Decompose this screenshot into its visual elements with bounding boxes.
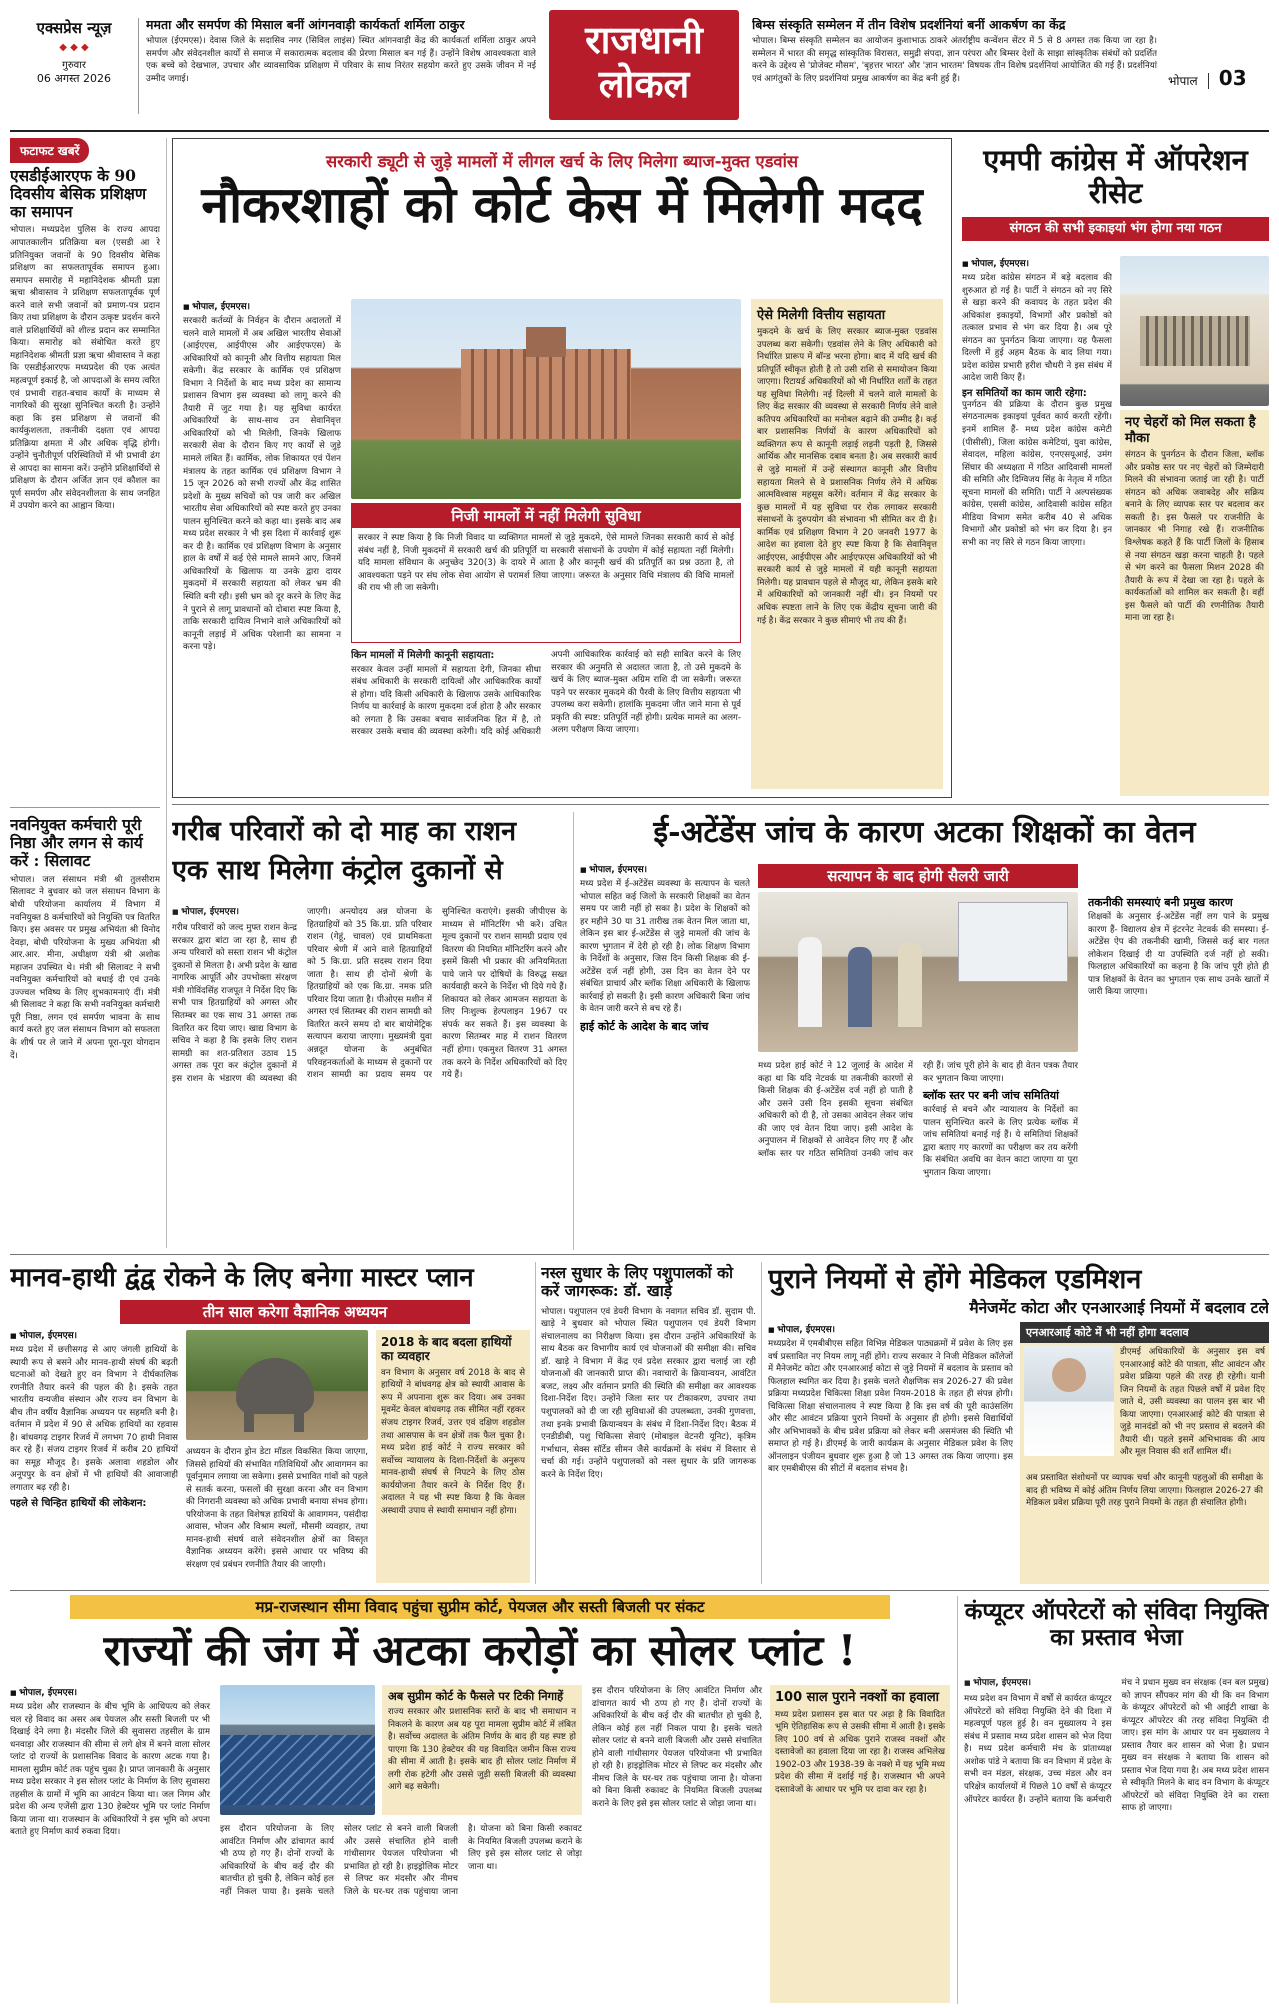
lead-byline: ■ भोपाल, ईएमएस। — [183, 299, 341, 312]
lead-kicker: सरकारी ड्यूटी से जुड़े मामलों में लीगल खर्च के लिए मिलेगा ब्याज-मुक्त एडवांस — [325, 152, 799, 171]
medical-left-col — [768, 1322, 1013, 1584]
computer-headline: कंप्यूटर ऑपरेटरों को संविदा नियुक्ति का प्रस्ताव भेजा — [964, 1598, 1269, 1652]
supreme-court-box — [382, 1685, 582, 1815]
elephant-left-col — [10, 1328, 178, 1583]
old-maps-col — [592, 1685, 950, 2003]
computer-body-cols — [964, 1677, 1269, 2003]
top-left-body: भोपाल (ईएमएस)। देवास जिले के सदासिव नगर (सिविल लाइंस) स्थित आंगनवाड़ी केंद्र की कार्यकर्ता शर्मिला ठाकुर अपने समर्पण और संवेदनशील कार्यों से समाज में सकारात्मक बदलाव की प्रेरणा मिसाल बन गई हैं। उन्होंने विशेष आवश्यकता वाले एक बच्चे को देखभाल, उपचार और व्यावसायिक प्रशिक्षण में परिवार के साथ निरंतर सहयोग करते हुए उसके जीवन में नई उम्मीद जगाई। — [146, 36, 536, 85]
ration-headline-1: गरीब परिवारों को दो माह का राशन — [172, 816, 517, 847]
top-left-headline: ममता और समर्पण की मिसाल बनीं आंगनवाड़ी कार्यकर्ता शर्मिला ठाकुर — [146, 18, 465, 32]
teacher-hc-body: मध्य प्रदेश हाई कोर्ट ने 12 जुलाई के आदेश में कहा था कि यदि नेटवर्क या तकनीकी कारणों से किसी शिक्षक की ई-अटेंडेंस दर्ज नहीं हो पाती है और उसने उसी दिन इसकी सूचना संबंधित अधिकारी को दी है, तो उसका आवेदन लेकर जांच की जाए एवं वेतन दिया जाए। इसी आदेश के अनुपालन में शिक्षकों से आवेदन लिए गए हैं और ब्लॉक स्तर पर गठित समितियां उनकी जांच कर रही हैं। जांच पूरी होने के बाद ही वेतन पत्रक तैयार कर भुगतान किया जाएगा। — [758, 1061, 1078, 1159]
top-right-headline: बिम्स संस्कृति सम्मेलन में तीन विशेष प्रदर्शनियां बनीं आकर्षण का केंद्र — [752, 18, 1066, 32]
congress-headline: एमपी कांग्रेस में ऑपरेशन रीसेट — [983, 143, 1248, 211]
brand-name: एक्सप्रेस न्यूज़ — [36, 19, 112, 37]
fatafat-headline-2: नवनियुक्त कर्मचारी पूरी निष्ठा और लगन से कार्य करें : सिलावट — [10, 815, 143, 871]
fatafat-column — [10, 138, 160, 1248]
congress-body: मध्य प्रदेश कांग्रेस संगठन में बड़े बदलाव की शुरुआत हो गई है। पार्टी ने संगठन को नए सिरे से खड़ा करने की कवायद के तहत प्रदेश की अधिकांश इकाइयों, विभागों और प्रकोष्ठों को तत्काल प्रभाव से भंग कर दिया है। अब पूरे संगठन का पुनर्गठन किया जाएगा। यह फैसला दिल्ली में हुई अहम बैठक के बाद लिया गया। प्रदेश कांग्रेस प्रभारी हरीश चौधरी ने इस संबंध में आदेश जारी किए हैं। — [962, 273, 1112, 384]
solar-byline: ■ भोपाल, ईएमएस। — [10, 1685, 210, 1698]
solar-left-col — [10, 1685, 210, 2003]
elephant-box — [376, 1330, 530, 1583]
elephant-byline: ■ भोपाल, ईएमएस। — [10, 1328, 178, 1341]
teacher-right-col — [1088, 892, 1269, 1247]
teacher-intro — [580, 862, 750, 1247]
solar-body: मध्य प्रदेश और राजस्थान के बीच भूमि के आधिपत्य को लेकर चल रहे विवाद का असर अब पेयजल और सस्ती बिजली पर भी दिखाई देने लगा है। मंदसौर जिले की सुवासरा तहसील के ग्राम धनवाड़ा और राजस्थान की सीमा से लगे क्षेत्र में बनने वाला सोलर प्लांट दो राज्यों के प्रशासनिक विवाद के कारण अटक गया है। मामला सुप्रीम कोर्ट तक पहुंच चुका है। प्राप्त जानकारी के अनुसार मध्य प्रदेश सरकार ने इस सोलर प्लांट के निर्माण के लिए सुवासरा तहसील के ग्रामों में भूमि का आवंटन किया था। जल निगम और प्रदेश की अन्य एजेंसी द्वारा 130 हेक्टेयर भूमि पर प्लांट निर्माण किया जाना था। राजस्थान के अधिकारियों ने इस भूमि को अपना बताते हुए निर्माण कार्य रुकवा दिया। — [10, 1702, 210, 1838]
teacher-sub-1: हाई कोर्ट के आदेश के बाद जांच — [580, 1020, 709, 1034]
medical-body: मध्यप्रदेश में एमबीबीएस सहित विभिन्न मेडिकल पाठ्यक्रमों में प्रवेश के लिए इस वर्ष प्रस्तावित नए नियम लागू नहीं होंगे। राज्य सरकार ने निजी मेडिकल कॉलेजों में मैनेजमेंट कोटा और एनआरआई कोटा से जुड़े नियमों में बदलाव के प्रस्ताव को फिलहाल स्थगित कर दिया है। इसके चलते शैक्षणिक सत्र 2026-27 की प्रवेश प्रक्रिया मध्यप्रदेश चिकित्सा शिक्षा प्रवेश नियम-2018 के तहत ही संपन्न होगी। चिकित्सा शिक्षा संचालनालय ने स्पष्ट किया है कि इस वर्ष की पूरी काउंसलिंग और सीट आवंटन प्रक्रिया पुराने नियमों के अनुसार ही होगी। इससे विद्यार्थियों और अभिभावकों के बीच प्रवेश प्रक्रिया को लेकर बनी असमंजस की स्थिति भी समाप्त हो गई है। डीएमई के जारी कार्यक्रम के अनुसार मेडिकल प्रवेश के लिए ऑनलाइन पंजीयन बुधवार शुरू हुआ है जो 13 अगस्त तक किया जाएगा। इस बार एमबीबीएस की सीटों में बदलाव संभव है। — [768, 1339, 1013, 1475]
old-maps-body: मध्य प्रदेश प्रशासन इस बात पर अड़ा है कि विवादित भूमि ऐतिहासिक रूप से उसकी सीमा में आती है। इसके लिए 100 वर्ष से अधिक पुराने राजस्व नक्शों और दस्तावेजों का हवाला दिया जा रहा है। राजस्व अभिलेख 1902-03 और 1938-39 के नक्शे में यह भूमि मध्य प्रदेश की सीमा में दर्शाई गई है। राजस्थान भी अपने दस्तावेजों के आधार पर भूमि पर दावा कर रहा है। — [775, 1709, 945, 1795]
solar-mid-cols — [220, 1823, 582, 2003]
solar-headline: राज्यों की जंग में अटका करोड़ों का सोलर प्लांट ! — [103, 1626, 857, 1675]
teacher-body: मध्य प्रदेश में ई-अटेंडेंस व्यवस्था के सत्यापन के चलते भोपाल सहित कई जिलों के सरकारी शिक्षकों का वेतन समय पर जारी नहीं हो सका है। प्रदेश के शिक्षकों को हर महीने 30 या 31 तारीख तक वेतन मिल जाता था, लेकिन इस बार ई-अटेंडेंस से जुड़े मामलों की जांच के कारण भुगतान में देरी हो रही है। लोक शिक्षण विभाग के निर्देशों के अनुसार, जिस दिन किसी शिक्षक की ई-अटेंडेंस दर्ज नहीं होगी, उस दिन का वेतन देने पर संबंधित प्राचार्य और ब्लॉक शिक्षा अधिकारी के खिलाफ कार्रवाई हो सकती है। इसी कारण अधिकारी बिना जांच के वेतन जारी करने से बच रहे हैं। — [580, 879, 750, 1015]
congress-sub: इन समितियों का काम जारी रहेगा: — [962, 387, 1087, 399]
teacher-headline: ई-अटेंडेंस जांच के कारण अटका शिक्षकों का वेतन — [653, 815, 1196, 850]
teacher-band: सत्यापन के बाद होगी सैलरी जारी — [758, 864, 1078, 888]
elephant-box-title: 2018 के बाद बदला हाथियों का व्यवहार — [381, 1335, 512, 1364]
doctor-photo — [1024, 1346, 1114, 1456]
fatafat-label: फटाफट खबरें — [10, 138, 89, 163]
teacher-sub-3: तकनीकी समस्याएं बनी प्रमुख कारण — [1088, 896, 1233, 909]
solar-kicker: मप्र-राजस्थान सीमा विवाद पहुंचा सुप्रीम कोर्ट, पेयजल और सस्ती बिजली पर संकट — [70, 1595, 890, 1619]
lead-headline: नौकरशाहों को कोर्ट केस में मिलेगी मदद — [201, 175, 923, 234]
elephant-body-2: अध्ययन के दौरान ड्रोन डेटा मॉडल विकसित किया जाएगा, जिससे हाथियों की संभावित गतिविधियों और आवागमन का पूर्वानुमान लगाया जा सकेगा। इससे प्रभावित गांवों को पहले से सतर्क करना, फसलों की सुरक्षा करना और वन विभाग की निगरानी व्यवस्था को अधिक प्रभावी बनाया संभव होगा। परियोजना के तहत विशेषज्ञ हाथियों के आवागमन, पसंदीदा आवास, भोजन और विश्राम स्थलों, मौसमी व्यवहार, तथा मानव-हाथी संघर्ष वाले संवेदनशील क्षेत्रों का विस्तृत वैज्ञानिक अध्ययन करेंगे। इससे आधार पर भविष्य की संरक्षण एवं प्रबंधन रणनीति तैयार की जाएगी। — [186, 1447, 368, 1570]
brand-ornament: ◆ ◆ ◆ — [59, 42, 89, 53]
top-left-story — [146, 18, 536, 122]
congress-building-photo — [1120, 256, 1269, 406]
congress-byline: ■ भोपाल, ईएमएस। — [962, 256, 1112, 269]
teacher-byline: ■ भोपाल, ईएमएस। — [580, 862, 750, 875]
elephant-sub: पहले से चिन्हित हाथियों की लोकेशन: — [10, 1497, 147, 1509]
lead-story — [172, 138, 952, 798]
congress-caption — [1120, 410, 1269, 796]
ration-body-cols — [172, 906, 567, 1246]
lead-legal-body: सरकार केवल उन्हीं मामलों में सहायता देगी, जिनका सीधा संबंध अधिकारी के सरकारी दायित्वों और आधिकारिक कार्यों से होगा। यदि किसी अधिकारी के खिलाफ उसके आधिकारिक निर्णय या कार्रवाई के कारण मुकदमा दर्ज होता है और सरकार को लगता है कि उसका बचाव सार्वजनिक हित में है, तो सरकार उसके बचाव की व्यवस्था करेगी। यदि कोई अधिकारी अपनी आधिकारिक कार्रवाई को सही साबित करने के लिए सरकार की अनुमति से अदालत जाता है, तो उसे मुकदमे के खर्च के लिए ब्याज-मुक्त अग्रिम राशि दी जा सकेगी। जरूरत पड़ने पर सरकार मुकदमे की पैरवी के लिए वित्तीय सहायता भी उपलब्ध करा सकेगी। हालांकि मुकदमा जीत जाने माना से पूर्व प्रकृति की स्पष्ट: प्रतिपूर्ति नहीं होगी। प्रत्येक मामले का अलग-अलग परीक्षण किया जाएगा। — [351, 650, 741, 738]
medical-byline: ■ भोपाल, ईएमएस। — [768, 1322, 1013, 1335]
fatafat-headline-1: एसडीईआरएफ के 90 दिवसीय बेसिक प्रशिक्षण का समापन — [10, 166, 147, 221]
old-maps-title: 100 साल पुराने नक्शों का हवाला — [775, 1690, 940, 1705]
elephant-band: तीन साल करेगा वैज्ञानिक अध्ययन — [120, 1300, 470, 1324]
elephant-story — [10, 1260, 530, 1585]
lead-lower-cols — [351, 649, 741, 789]
ration-story — [172, 810, 567, 1250]
animal-body: भोपाल। पशुपालन एवं डेयरी विभाग के नवागत सचिव डॉ. सुदाम पी. खाड़े ने बुधवार को भोपाल स्थित पशुपालन एवं डेयरी विभाग संचालनालय का निरीक्षण किया। इस दौरान उन्होंने अधिकारियों के साथ बैठक कर विभागीय कार्य एवं योजनाओं की समीक्षा की। सचिव डॉ. खाड़े ने विभाग में केंद्र एवं प्रदेश सरकार द्वारा चलाई जा रही योजनाओं की जानकारी प्राप्त की। नवाचारों के क्रियान्वयन, आवंटित बजट, लक्ष्य और वर्तमान प्रगति की स्थिति की समीक्षा कर आवश्यक दिशा-निर्देश दिए। उन्होंने जिला स्तर पर टीकाकरण, उपचार तथा पशुपालकों को दी जा रही सुविधाओं की उपलब्धता, उनकी गुणवत्ता, तथा इनके प्रभावी क्रियान्वयन के संबंध में दिशा-निर्देश दिए। बैठक में एनडीडीबी, पशु चिकित्सा सेवाएं (मोबाइल वेटनरी यूनिट), कृत्रिम गर्भाधान, सेक्स सॉर्टेड सीमन जैसे कार्यक्रमों के संबंध में विस्तार से चर्चा की गई। उन्होंने पशुपालकों को नस्ल सुधार के प्रति जागरूक करने के निर्देश दिए। — [541, 1306, 756, 1480]
fatafat-body-2: भोपाल। जल संसाधन मंत्री श्री तुलसीराम सिलावट ने बुधवार को जल संसाधन विभाग के बोधी परियोजना कार्यालय में विभाग में नवनियुक्त 8 कर्मचारियों को नियुक्ति पत्र वितरित किए। इस अवसर पर प्रमुख अभियंता श्री विनोद देवड़ा, बोधी परियोजना के मुख्य अभियंता श्री आर.आर. मीना, अधीक्षण यंत्री श्री अशोक महाजन उपस्थित थे। मंत्री श्री सिलावट ने सभी नवनियुक्त कर्मचारियों को बधाई दी एवं उनके उज्ज्वल भविष्य के लिए शुभकामनाएं दीं। मंत्री श्री सिलावट ने कहा कि सभी नवनियुक्त कर्मचारी पूरी निष्ठा, लगन एवं समर्पण भावना के साथ कार्य करते हुए जल संसाधन विभाग को सफलता के शीर्ष पर ले जाने में अपना पूरा-पूरा योगदान दें। — [10, 874, 160, 1061]
section-logo-line2: लोकल — [598, 60, 690, 106]
elephant-mid-col — [186, 1446, 368, 1583]
congress-story — [962, 138, 1269, 798]
brand-block — [14, 18, 134, 108]
solar-right-text: इस दौरान परियोजना के लिए आवंटित निर्माण और ढांचागत कार्य भी ठप्प हो गए हैं। दोनों राज्यों के अधिकारियों के बीच कई दौर की बातचीत हो चुकी है, लेकिन कोई हल नहीं निकल पाया है। इसके चलते सोलर प्लांट से बनने वाली बिजली और उससे संचालित होने वाली गांधीसागर पेयजल परियोजना भी प्रभावित हो रही है। हाइड्रोलिक मोटर से लिफ्ट कर मंदसौर और नीमच जिले के घर-घर तक पहुंचाया जाना है। योजना को बिना किसी रुकावट के नियमित बिजली उपलब्ध कराने के लिए इसे इस सोलर प्लांट से जोड़ा जाना था। — [592, 1686, 762, 1809]
elephant-box-body: वन विभाग के अनुसार वर्ष 2018 के बाद से हाथियों ने बांधवगढ़ क्षेत्र को स्थायी आवास के रूप में अपनाना शुरू कर दिया। अब उनका मूवमेंट केवल बांधवगढ़ तक सीमित नहीं रहकर संजय टाइगर रिजर्व, उत्तर एवं दक्षिण शहडोल तथा आसपास के वन क्षेत्रों तक फैल चुका है। मध्य प्रदेश हाई कोर्ट ने राज्य सरकार को सर्वोच्च न्यायालय के दिशा-निर्देशों के अनुरूप मानव-हाथी संघर्ष से निपटने के लिए ठोस कार्ययोजना तैयार करने के निर्देश दिए हैं। अदालत ने यह भी स्पष्ट किया है कि केवल अस्थायी उपाय से स्थायी समाधान नहीं होगा। — [381, 1367, 525, 1516]
nri-box-body: डीएमई अधिकारियों के अनुसार इस वर्ष एनआरआई कोटे की पात्रता, सीट आवंटन और प्रवेश प्रक्रिया पहले की तरह ही रहेगी। यानी जिन नियमों के तहत पिछले वर्षों में प्रवेश दिए जाते थे, उसी व्यवस्था का पालन इस बार भी किया जाएगा। एनआरआई कोटे की पात्रता से जुड़े मानदंडों को भी नए प्रस्ताव से बदलने की तैयारी थी। पहले इसमें अभिभावक की आय और मूल निवास की शर्तें शामिल थीं। — [1120, 1347, 1265, 1458]
top-right-body: भोपाल। बिम्स संस्कृति सम्मेलन का आयोजन कुशाभाऊ ठाकरे अंतर्राष्ट्रीय कन्वेंशन सेंटर में 5 से 8 अगस्त तक किया जा रहा है। सम्मेलन में भारत की समृद्ध सांस्कृतिक विरासत, समुद्री संपदा, ज्ञान परंपरा और बिम्सर देशों के साझा सांस्कृतिक संबंधों को प्रदर्शित करने के उद्देश्य से 'प्रोजेक्ट मौसम', 'बृहत्तर भारत' और 'ज्ञान भारतम' विषयक तीन विशेष प्रदर्शनियां आयोजित की गई हैं। प्रदर्शनियां एवं आगंतुकों के लिए प्रदर्शनियां प्रमुख आकर्षण का केंद्र बनी हुई हैं। — [752, 36, 1157, 85]
lead-left-col — [183, 299, 341, 789]
elephant-body: मध्य प्रदेश में छत्तीसगढ़ से आए जंगली हाथियों के स्थायी रूप से बसने और मानव-हाथी संघर्ष की बढ़ती घटनाओं को देखते हुए वन विभाग ने दीर्घकालिक रणनीति तैयार करने की पहल की है। इसके तहत भारतीय वन्यजीव संस्थान और राज्य वन विभाग के बीच तीन वर्षीय वैज्ञानिक अध्ययन पर सहमति बनी है। वर्तमान में प्रदेश में 90 से अधिक हाथियों का रहवास है। बांधवगढ़ टाइगर रिजर्व में लगभग 70 हाथी निवास कर रहे हैं। संजय टाइगर रिजर्व में करीब 20 हाथियों का समूह मौजूद है। इसके अलावा शहडोल और अनूपपुर के वन क्षेत्रों में भी हाथियों की आवाजाही लगातार बढ़ रही है। — [10, 1345, 178, 1494]
section-logo — [549, 10, 739, 120]
teacher-tech-body: शिक्षकों के अनुसार ई-अटेंडेंस नहीं लग पाने के प्रमुख कारण हैं- विद्यालय क्षेत्र में इंटरनेट नेटवर्क की समस्या। ई-अटेंडेंस ऐप की तकनीकी खामी, जिससे कई बार गलत लोकेशन दिखाई दी या उपस्थिति दर्ज नहीं हो सकी। फिलहाल अधिकारियों का कहना है कि जांच पूरी होते ही पात्र शिक्षकों के वेतन का भुगतान एक साथ उनके खातों में जारी किया जाएगा। — [1088, 912, 1269, 998]
ration-byline: ■ भोपाल, ईएमएस। — [172, 906, 297, 919]
supreme-court-title: अब सुप्रीम कोर्ट के फैसले पर टिकी निगाहें — [388, 1689, 564, 1703]
lead-legal-sub: किन मामलों में मिलेगी कानूनी सहायता: — [351, 650, 495, 661]
finance-help-col — [751, 299, 943, 789]
fatafat-body-1: भोपाल। मध्यप्रदेश पुलिस के राज्य आपदा आपातकालीन प्रतिक्रिया बल (एसडी आ रे प्रतिनियुक्त जवानों के 90 दिवसीय बेसिक प्रशिक्षण का सफलतापूर्वक समापन हुआ। समापन समारोह में महानिदेशक श्रीमती प्रज्ञा ऋचा श्रीवास्तव ने प्रशिक्षण सफलतापूर्वक पूर्ण करने वाले सभी जवानों को प्रमाण-पत्र प्रदान किए तथा प्रशिक्षण के दौरान उत्कृष्ट प्रदर्शन करने वाले प्रशिक्षार्थियों को शील्ड प्रदान कर सम्मानित किया। समारोह को संबोधित करते हुए महानिदेशक श्रीमती प्रज्ञा ऋचा श्रीवास्तव ने कहा कि एसडीईआरएफ मध्यप्रदेश की एक अत्यंत महत्वपूर्ण इकाई है, जो आपदाओं के समय त्वरित एवं प्रभावी राहत-बचाव कार्यों के माध्यम से नागरिकों की सुरक्षा सुनिश्चित करती है। उन्होंने कहा कि इस प्रशिक्षण से जवानों की कार्यकुशलता, तकनीकी दक्षता एवं आपदा प्रतिक्रिया क्षमता में और अधिक वृद्धि होगी। उन्होंने चुनौतीपूर्ण परिस्थितियों में भी प्रभावी ढंग से आपदा का सामना करें। उन्होंने प्रशिक्षार्थियों से प्रशिक्षण के दौरान अर्जित ज्ञान एवं कौशल का पूर्ण समर्पण और संवेदनशीलता के साथ जनहित में उपयोग करने का आह्वान किया। — [10, 225, 160, 512]
old-maps-box — [770, 1685, 950, 2003]
city-label: भोपाल — [1168, 74, 1198, 88]
animal-headline: नस्ल सुधार के लिए पशुपालकों को करें जागरूक: डॉ. खाड़े — [541, 1263, 733, 1300]
medical-headline: पुराने नियमों से होंगे मेडिकल एडमिशन — [768, 1264, 1142, 1295]
teacher-committee-body: कार्रवाई से बचने और न्यायालय के निर्देशों का पालन सुनिश्चित करने के लिए प्रत्येक ब्लॉक में जांच समितियां बनाई गई हैं। ये समितियां शिक्षकों द्वारा बताए गए कारणों का परीक्षण कर तय करेंगी कि संबंधित अवधि का वेतन काटा जाएगा या पूरा भुगतान किया जाएगा। — [923, 1105, 1078, 1179]
congress-band: संगठन की सभी इकाइयां भंग होगा नया गठन — [962, 217, 1269, 241]
solar-panels-photo — [220, 1685, 375, 1815]
solar-body-2: इस दौरान परियोजना के लिए आवंटित निर्माण और ढांचागत कार्य भी ठप्प हो गए हैं। दोनों राज्यों के अधिकारियों के बीच कई दौर की बातचीत हो चुकी है, लेकिन कोई हल नहीं निकल पाया है। इसके चलते सोलर प्लांट से बनने वाली बिजली और उससे संचालित होने वाली गांधीसागर पेयजल परियोजना भी प्रभावित हो रही है। हाइड्रोलिक मोटर से लिफ्ट कर मंदसौर और नीमच जिले के घर-घर तक पहुंचाया जाना है। योजना को बिना किसी रुकावट के नियमित बिजली उपलब्ध कराने के लिए इसे इस सोलर प्लांट से जोड़ा जाना था। — [220, 1824, 582, 1897]
masthead — [0, 0, 1279, 128]
top-right-story — [752, 18, 1157, 122]
computer-body: मध्य प्रदेश वन विभाग में वर्षों से कार्यरत कंप्यूटर ऑपरेटरों को संविदा नियुक्ति देने की दिशा में महत्वपूर्ण पहल हुई है। वन मुख्यालय ने इस संबंध में प्रस्ताव मध्य प्रदेश शासन को भेज दिया है। मध्य प्रदेश कर्मचारी मंच के प्रांताध्यक्ष अशोक पांडे ने बताया कि वन विभाग में प्रदेश के सभी वन मंडल, संरक्षक, उच्च मंडल और वन परिक्षेत्र कार्यालयों में पिछले 10 वर्षों से कंप्यूटर ऑपरेटर कार्यरत हैं। उन्होंने बताया कि कर्मचारी मंच ने प्रधान मुख्य वन संरक्षक (वन बल प्रमुख) को ज्ञापन सौंपकर मांग की थी कि वन विभाग के कंप्यूटर ऑपरेटरों को भी आईटी शाखा के कंप्यूटर ऑपरेटर की तरह संविदा नियुक्ति दी जाए। इस मांग के आधार पर वन मुख्यालय ने प्रस्ताव तैयार कर शासन को भेजा है। प्रधान मुख्य वन संरक्षक ने बताया कि शासन को प्रस्ताव भेज दिया गया है। अब मध्य प्रदेश शासन से स्वीकृति मिलने के बाद वन विभाग के कंप्यूटर ऑपरेटरों को संविदा नियुक्ति देने का रास्ता साफ हो जाएगा। — [964, 1678, 1269, 1814]
finance-help-body: मुकदमे के खर्च के लिए सरकार ब्याज-मुक्त एडवांस उपलब्ध करा सकेगी। एडवांस लेने के लिए अधिकारी को निर्धारित प्रारूप में बॉन्ड भरना होगा। बाद में यदि खर्च की प्रतिपूर्ति स्वीकृत होती है तो उसी राशि से समायोजन किया जाएगा। रिटायर्ड अधिकारियों को भी निर्धारित शर्तों के तहत यह सुविधा मिलेगी। नई दिल्ली में चलने वाले मामलों के लिए केंद्र सरकार की व्यवस्था से सरकारी निर्णय लेने वाले कतिपय अधिकारियों का मनोबल बढ़ाने की उम्मीद है। कई बार प्रशासनिक निर्णयों के कारण अधिकारियों को व्यक्तिगत रूप से कानूनी लड़ाई लड़नी पड़ती है, जिससे आर्थिक और मानसिक दबाव बनता है। अब सरकारी कार्य से जुड़े मामलों में उन्हें संस्थागत कानूनी और वित्तीय सहायता मिलने से वे प्रशासनिक निर्णय लेने में अधिक आत्मविश्वास महसूस करेंगे। वर्तमान में केंद्र सरकार के कुछ मामलों में यह सुविधा पर रोक लगाकर सरकारी संसाधनों के दुरुपयोग की संभावना भी सीमित कर दी है। कार्मिक एवं प्रशिक्षण विभाग ने 20 जनवरी 1977 के आदेश का हवाला देते हुए स्पष्ट किया है कि सेवानिवृत्त आईएएस, आईपीएस और आईएफएस अधिकारियों को भी सरकारी कार्य से जुड़े मामलों में यही कानूनी सहायता मिलेगी। यह प्रावधान पहले से मौजूद था, लेकिन इसके बारे में अधिकारियों को जानकारी नहीं थी। इन नियमों पर अधिक स्पष्टता लाने के लिए एक केंद्रीय सूचना जारी की गई है। केंद्र सरकार ने कुछ सीमाएं भी तय की हैं। — [757, 327, 937, 626]
page-info — [1168, 66, 1272, 96]
congress-caption-title: नए चेहरों को मिल सकता है मौका — [1125, 415, 1256, 446]
medical-story — [768, 1260, 1269, 1585]
computer-story — [964, 1595, 1269, 2005]
elephant-headline: मानव-हाथी द्वंद्व रोकने के लिए बनेगा मास्टर प्लान — [10, 1263, 474, 1293]
issue-day: गुरुवार — [62, 60, 86, 71]
animal-story — [541, 1260, 756, 1585]
court-building-photo — [351, 299, 741, 499]
teacher-attendance-photo — [758, 892, 1078, 1052]
ration-body: गरीब परिवारों को जल्द मुफ्त राशन केन्द्र सरकार द्वारा बांटा जा रहा है, साथ ही अन्य परिवारों को सस्ता राशन भी कंट्रोल दुकानों से मिलता है। अभी प्रदेश के खाद्य नागरिक आपूर्ति और उपभोक्ता संरक्षण मंत्री गोविंदसिंह राजपूत ने निर्देश दिए कि सभी पात्र हितग्राहियों को अगस्त और सितम्बर का एक साथ 31 अगस्त तक वितरित कर दिया जाए। खाद्य विभाग के सचिव ने कहा है कि इसके लिए राशन सामग्री का शत-प्रतिशत उठाव 15 अगस्त तक पूरा कर कंट्रोल दुकानों में इस राशन के भंडारण की व्यवस्था की जाएगी। अन्त्योदय अन्न योजना के हितग्राहियों को 35 कि.ग्रा. प्रति परिवार राशन (गेहूं, चावल) एवं प्राथमिकता परिवार श्रेणी में आने वाले हितग्राहियों को 5 कि.ग्रा. प्रति सदस्य राशन दिया जाता है। साथ ही दोनों श्रेणी के हितग्राहियों को एक कि.ग्रा. नमक प्रति परिवार दिया जाता है। पीओएस मशीन में अगस्त एवं सितम्बर की राशन सामग्री को वितरित करने समय दो बार बायोमेट्रिक सत्यापन कराया जाएगा। मुख्यमंत्री युवा अन्नदूत योजना के अनुबंधित परिवहनकर्ताओं के माध्यम से दुकानों पर राशन सामग्री का प्रदाय समय पर सुनिश्चित कराएंगे। इसकी जीपीएस के माध्यम से मॉनिटरिंग भी करें। उचित मूल्य दुकानों पर राशन सामग्री प्रदाय एवं वितरण की नियमित मॉनिटरिंग करने और इसमें किसी भी प्रकार की अनियमितता पाये जाने पर दोषियों के विरुद्ध सख्त कार्यवाही करने के निर्देश भी दिये गये हैं। शिकायत को लेकर आमजन सहायता के लिए निःशुल्क हेल्पलाइन 1967 पर संपर्क कर सकते हैं। इस व्यवस्था के कारण सितम्बर माह में राशन वितरण नहीं होगा। एकमुश्त वितरण 31 अगस्त तक करने के निर्देश अधिकारियों को दिए गये हैं। — [172, 907, 567, 1084]
supreme-court-body: राज्य सरकार और प्रशासनिक स्तरों के बाद भी समाधान न निकलने के कारण अब यह पूरा मामला सुप्रीम कोर्ट में लंबित है। सर्वोच्च अदालत के अंतिम निर्णय के बाद ही यह स्पष्ट हो पाएगा कि 130 हेक्टेयर की यह विवादित जमीन किस राज्य की सीमा में आती है। इसके बाद ही सोलर प्लांट निर्माण में लगी रोक हटेगी और उससे जुड़ी सस्ती बिजली की व्यवस्था आगे बढ़ सकेगी। — [388, 1707, 576, 1793]
congress-text — [962, 256, 1112, 796]
private-cases-title: निजी मामलों में नहीं मिलेगी सुविधा — [352, 504, 740, 528]
section-logo-line1: राजधानी — [585, 17, 703, 62]
issue-date: 06 अगस्त 2026 — [36, 72, 112, 85]
teacher-sub-2: ब्लॉक स्तर पर बनी जांच समितियां — [923, 1089, 1059, 1103]
solar-story — [10, 1595, 950, 2005]
teacher-story — [580, 810, 1269, 1250]
finance-help-title: ऐसे मिलेगी वित्तीय सहायता — [757, 308, 886, 323]
nri-box — [1020, 1322, 1269, 1584]
lead-body: सरकारी कर्तव्यों के निर्वहन के दौरान अदालतों में चलने वाले मामलों में अब अखिल भारतीय सेवाओं (आईएएस, आईपीएस और आईएफएस) के अधिकारियों को कानूनी और वित्तीय सहायता मिल सकेगी। केंद्र सरकार के कार्मिक एवं प्रशिक्षण विभाग ने निर्देशों के बाद मध्य प्रदेश का सामान्य प्रशासन विभाग इस व्यवस्था को लागू करने की तैयारी में जुट गया है। यह सुविधा कार्यरत अधिकारियों के साथ-साथ उन सेवानिवृत्त अधिकारियों को भी मिलेगी, जिनके खिलाफ सरकारी सेवा के दौरान किए गए कार्यों से जुड़े मामले लंबित हैं। कार्मिक, लोक शिकायत एवं पेंशन मंत्रालय के तहत कार्मिक एवं प्रशिक्षण विभाग ने 15 जून 2026 को सभी राज्यों और केंद्र शासित प्रदेशों के मुख्य सचिवों को पत्र जारी कर अखिल भारतीय सेवा अधिकारियों को स्पष्ट करते हुए उनका पालन सुनिश्चित करने को कहा था। इसके बाद अब मध्य प्रदेश सरकार ने भी इस दिशा में कार्रवाई शुरू कर दी है। कार्मिक एवं प्रशिक्षण विभाग के अनुसार हाल के वर्षों में कई ऐसे मामले सामने आए, जिनमें अधिकारियों के खिलाफ या उनके द्वारा दायर मुकदमों में सरकारी सहायता को लेकर भ्रम की स्थिति बनी रही। इसी भ्रम को दूर करने के लिए केंद्र ने पुराने से लागू प्रावधानों को दोबारा स्पष्ट किया है, ताकि सरकारी दायित्व निभाने वाले अधिकारियों को कानूनी लड़ाई में अधिक परेशानी का सामना न करना पड़े। — [183, 316, 341, 653]
congress-body-2: पुनर्गठन की प्रक्रिया के दौरान कुछ प्रमुख संगठनात्मक इकाइयां पूर्ववत कार्य करती रहेंगी। इनमें शामिल हैं- मध्य प्रदेश कांग्रेस कमेटी (पीसीसी), जिला कांग्रेस कमेटियां, युवा कांग्रेस, सेवादल, महिला कांग्रेस, एनएसयूआई, उमंग सिंघार की अध्यक्षता में गठित आदिवासी मामलों की समिति और दिग्विजय सिंह के नेतृत्व में गठित सूचना मामलों की समिति। पार्टी ने अल्पसंख्यक कांग्रेस, एससी कांग्रेस, आदिवासी कांग्रेस सहित मीडिया विभाग समेत करीब 40 से अधिक विभागों और प्रकोष्ठों को भंग कर दिया है। इन सभी का नए सिरे से गठन किया जाएगा। — [962, 399, 1112, 548]
nri-box-foot: अब प्रस्तावित संशोधनों पर व्यापक चर्चा और कानूनी पहलुओं की समीक्षा के बाद ही भविष्य में कोई अंतिम निर्णय लिया जाएगा। फिलहाल 2026-27 की मेडिकल प्रवेश प्रक्रिया पूरी तरह पुराने नियमों के तहत ही संचालित होगी। — [1026, 1473, 1263, 1509]
elephant-photo — [186, 1330, 368, 1440]
congress-caption-body: संगठन के पुनर्गठन के दौरान जिला, ब्लॉक और प्रकोष्ठ स्तर पर नए चेहरों को जिम्मेदारी मिलने की संभावना जताई जा रही है। पार्टी संगठन को अधिक जवाबदेह और सक्रिय बनाने के लिए व्यापक स्तर पर बदलाव कर सकती है। इस फैसले पर राजनीति के जानकार भी निगाह रखे हैं। राजनीतिक विश्लेषक कहते हैं कि पार्टी जिलों के हिसाब से नया संगठन खड़ा करना चाहती है। पहले से भंग करने का फैसला मिशन 2028 की तैयारी के रूप में देखा जा रहा है। पहले के कार्यकर्ताओं को शामिल कर सकती है। वहीं इस फैसले को पार्टी की रणनीतिक तैयारी माना जा रहा है। — [1125, 450, 1264, 624]
teacher-lower-cols — [758, 1060, 1078, 1247]
medical-subheadline: मैनेजमेंट कोटा और एनआरआई नियमों में बदलाव टले — [969, 1298, 1269, 1318]
computer-byline: ■ भोपाल, ईएमएस। — [964, 1677, 1112, 1690]
page-number: 03 — [1218, 66, 1247, 90]
private-cases-box — [351, 503, 741, 643]
private-cases-body: सरकार ने स्पष्ट किया है कि निजी विवाद या व्यक्तिगत मामलों से जुड़े मुकदमे, ऐसे मामले जिनका सरकारी कार्य से कोई संबंध नहीं है, निजी मुकदमों में सरकारी खर्च की प्रतिपूर्ति या सरकारी संसाधनों के उपयोग में कोई सहायता नहीं मिलेगी। यदि मामला संविधान के अनुच्छेद 320(3) के दायरे में आता है और कानूनी खर्च की प्रतिपूर्ति का प्रश्न उठता है, तो आवश्यकता पड़ने पर संघ लोक सेवा आयोग से परामर्श लिया जाएगा। जरूरत के अनुसार विधि मंत्रालय की विधि मामलों की राय भी ली जा सकेगी। — [358, 533, 734, 594]
ration-headline-2: एक साथ मिलेगा कंट्रोल दुकानों से — [172, 855, 503, 887]
nri-box-title: एनआरआई कोटे में भी नहीं होगा बदलाव — [1020, 1322, 1269, 1343]
